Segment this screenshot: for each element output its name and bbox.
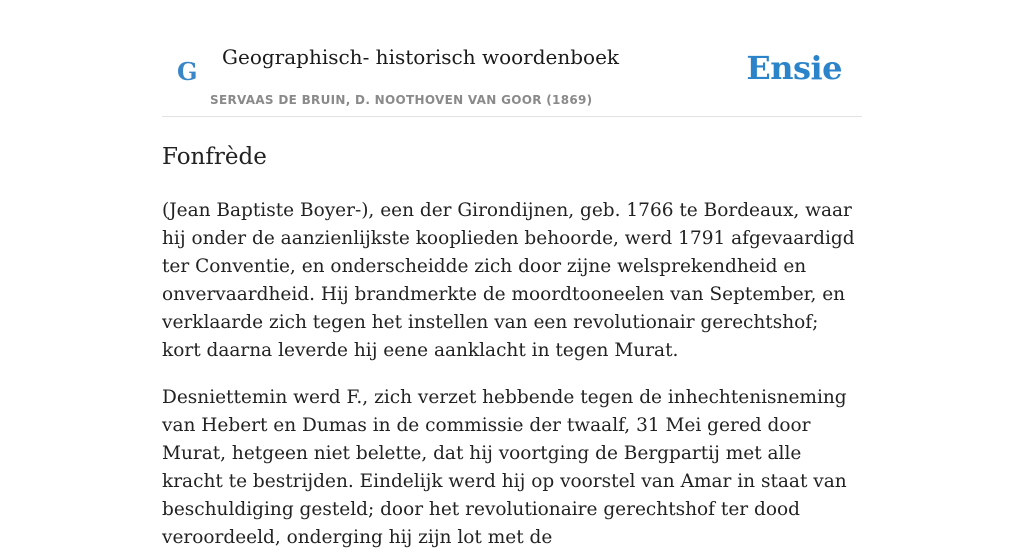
book-authors: SERVAAS DE BRUIN, D. NOOTHOVEN VAN GOOR (1869): [210, 93, 593, 107]
page: [162, 0, 862, 552]
ensie-logo[interactable]: Ensie: [746, 49, 842, 87]
book-title-link[interactable]: Geographisch- historisch woordenboek: [222, 45, 620, 69]
entry-title: Fonfrède: [162, 144, 267, 170]
book-letter-badge[interactable]: G: [177, 57, 198, 86]
entry-paragraph: Desniettemin werd F., zich verzet hebbende tegen de inhechtenisneming van Hebert en Dumas in de commissie der twaalf, 31 Mei gered door Murat, hetgeen niet belette, dat hij voortging de Bergpartij met alle kracht te bestrijden. Eindelijk werd hij op voorstel van Amar in staat van beschuldiging gesteld; door het revolutionaire gerechtshof ter dood veroordeeld, onderging hij zijn lot met de: [162, 387, 847, 548]
entry-paragraph: (Jean Baptiste Boyer-), een der Girondijnen, geb. 1766 te Bordeaux, waar hij onder de aanzienlijkste kooplieden behoorde, werd 1791 afgevaardigd ter Conventie, en onderscheidde zich door zijne welsprekendheid en onvervaardheid. Hij brandmerkte de moordtooneelen van September, en verklaarde zich tegen het instellen van een revolutionair gerechtshof; kort daarna leverde hij eene aanklacht in tegen Murat.: [162, 200, 855, 361]
book-header: [162, 0, 862, 117]
entry-body: [162, 197, 862, 552]
